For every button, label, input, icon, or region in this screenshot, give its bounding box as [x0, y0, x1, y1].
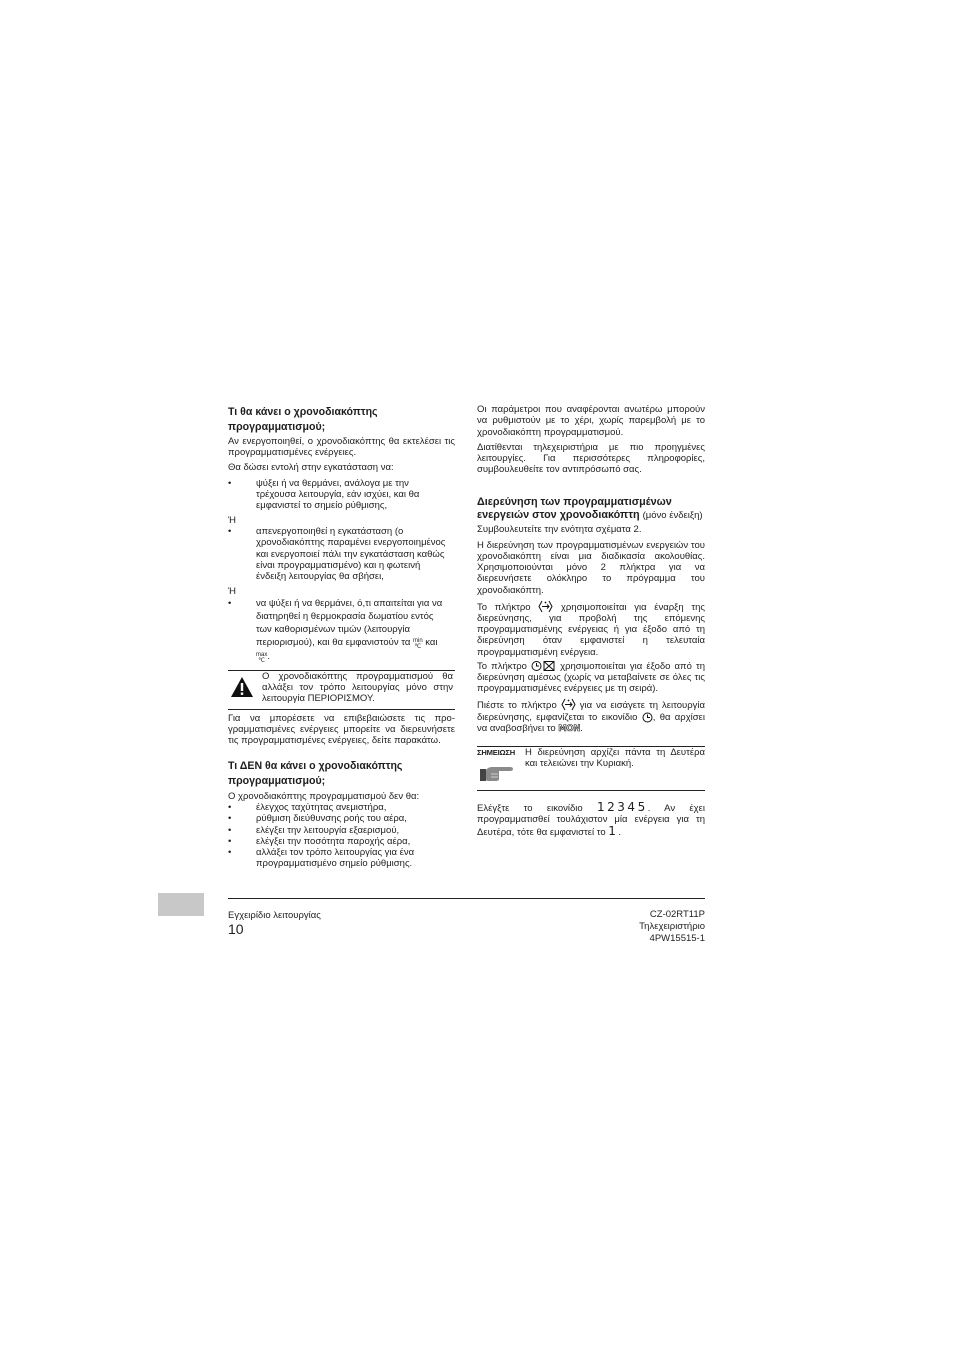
note-text: Η διερεύνηση αρχίζει πάντα τη Δευτέρα και τελειώνει την Κυριακή.: [525, 747, 705, 770]
paragraph-manual-params: Οι παράμετροι που αναφέρονται ανωτέρω μπορούν να ρυθμιστούν με το χέρι, χωρίς παρεμβολή με το χρονοδιακόπτη προγραμματισμού.: [477, 404, 705, 438]
bullet-mark: •: [228, 847, 232, 859]
bullet-mark: •: [228, 824, 232, 836]
text-segment: Το πλήκτρο: [477, 660, 532, 672]
text-segment: , θα αρχίσει να αναβοσβήνει το: [477, 711, 705, 734]
heading-what-timer-does-not: Τι ΔΕΝ θα κάνει ο χρονοδιακόπτης προγραμματισμού;: [228, 759, 403, 787]
max-icon-label: max: [256, 651, 268, 658]
text-segment: για να εισάγετε τη λειτουργία διερεύνησης, εμφανίζεται το εικονίδιο: [477, 700, 706, 723]
paragraph-scan-key: [477, 600, 705, 658]
bullet-text: να ψύξει ή να θερμάνει, ό,τι απαιτείται για να διατηρηθεί η θερμοκρασία δωματίου εντός των καθορισμένων τιμών (λειτουργία περιορισμού), και θα εμφανιστούν τα: [256, 597, 443, 648]
not-do-list: [228, 802, 455, 870]
paragraph-not-do: Ο χρονοδιακόπτης προγραμματισμού δεν θα:: [228, 790, 420, 802]
pointing-hand-icon: [480, 763, 525, 783]
heading-inspect-actions: [477, 496, 705, 523]
min-icon-label: min: [412, 637, 423, 644]
heading-inspect-note: (μόνο ένδειξη): [642, 510, 703, 522]
bullet-mark: •: [228, 477, 232, 489]
page-number: 10: [228, 921, 244, 937]
scan-key-icon: [561, 698, 576, 711]
right-column: [477, 404, 705, 838]
text-segment: Το πλήκτρο: [477, 601, 539, 613]
text-segment: .: [580, 722, 583, 734]
footer-product-info: [639, 909, 705, 944]
note-box: [477, 746, 705, 791]
list-item-text: ελέγξει την λειτουργία εξαερισμού,: [256, 824, 400, 836]
paragraph-commands: Θα δώσει εντολή στην εγκατάσταση να:: [228, 461, 394, 473]
max-temp-icon: [256, 652, 267, 664]
max-icon-unit: ℃: [258, 657, 266, 664]
or-label: Ή: [228, 585, 236, 597]
list-item-text: έλεγχος ταχύτητας ανεμιστήρα,: [256, 801, 387, 813]
left-column: [228, 405, 455, 870]
heading-what-timer-does: Τι θα κάνει ο χρονοδιακόπτης προγραμματισμού;: [228, 406, 378, 433]
scan-key-icon: [538, 600, 553, 613]
bullet-mark: •: [228, 813, 232, 825]
list-item-text: ελέγξει την ποσότητα παροχής αέρα,: [256, 835, 411, 847]
clock-cancel-key-icon: [531, 660, 556, 672]
bullet-mark: •: [228, 597, 232, 609]
footer-model: CZ-02RT11P: [649, 909, 705, 920]
list-item: [228, 802, 455, 813]
text-segment: χρησιμοποιείται για έξοδο από τη διερεύνηση αμέσως (χωρίς να μεταβαίνετε σε όλες τις προγραμματισμένες ενέργειες με τη σειρά).: [477, 660, 705, 695]
heading-inspect-title: Διερεύνηση των προγραμματισμένων ενεργειών στον χρονοδιακόπτη: [477, 495, 672, 522]
note-header: [477, 747, 525, 790]
footer-product: Τηλεχειριστήριο: [639, 920, 705, 932]
bullet-text: απενεργοποιηθεί η εγκατάσταση (ο χρονοδιακόπτης παραμένει ενεργοποιημένος και ενεργοποιεί πάλι την εγκατάσταση καθώς είναι προγραμματισμένο) και η φωτεινή ένδειξη λειτουργίας θα σβήσει,: [256, 526, 446, 583]
paragraph-sequence: Η διερεύνηση των προγραμματισμένων ενεργειών του χρονοδιακόπτη είναι μια διαδικασία ακολουθίας. Χρησιμοποιούνται μόνο 2 πλήκτρα για να διερευνήσετε ολόκληρο το πρόγραμμα του χρονοδιακόπτη.: [477, 539, 705, 596]
paragraph-activation: Αν ενεργοποιηθεί, ο χρονοδιακόπτης θα εκτελέσει τις προγραμματισμένες ενέργειες.: [228, 436, 455, 459]
bullet-item: [228, 597, 455, 664]
bullet-item: [228, 478, 455, 512]
paragraph-advanced-remotes: Διατίθενται τηλεχειριστήρια με πιο προηγμένες λειτουργίες. Για περισσότερες πληροφορίες, συμβουλευθείτε τον αντιπρόσωπό σας.: [477, 441, 705, 476]
footer-code: 4PW15515-1: [649, 932, 705, 944]
section-tab-marker: [158, 893, 204, 916]
bullet-mark: •: [228, 801, 232, 813]
text-segment: Πιέστε το πλήκτρο: [477, 700, 561, 712]
text-segment: . Αν έχει προγραμματισθεί τουλάχιστον μία ενέργεια για τη Δευτέρα, τότε θα εμφανιστεί το: [477, 803, 705, 838]
warning-box: [228, 670, 455, 710]
min-temp-icon: [413, 638, 423, 650]
list-item-text: αλλάξει τον τρόπο λειτουργίας για ένα προγραμματισμένο σημείο ρύθμισης.: [256, 847, 415, 870]
bullet-text: και: [422, 636, 438, 648]
day-numbers-indicator: 12345: [597, 800, 648, 815]
paragraph-see-figures: Συμβουλευτείτε την ενότητα σχέματα 2.: [477, 524, 642, 536]
paragraph-enter-inspect: [477, 698, 705, 735]
min-icon-unit: ℃: [414, 643, 422, 650]
text-segment: .: [618, 826, 622, 838]
warning-text: Ο χρονοδιακόπτης προγραμματισμού θα αλλάξει τον τρόπο λειτουργίας μόνο στην λειτουργία ΠΕΡΙΟΡΙΣΜΟΥ.: [262, 670, 453, 705]
note-label: ΣΗΜΕΙΩΣΗ: [477, 748, 516, 758]
or-label: Ή: [228, 514, 236, 526]
bullet-text: .: [267, 650, 270, 662]
warning-icon: [228, 671, 262, 705]
list-item: [228, 836, 455, 847]
bullet-item: [228, 526, 455, 582]
bullet-text: ψύξει ή να θερμάνει, ανάλογα με την τρέχουσα λειτουργία, εάν ισχύει, και θα εμφανιστεί το σημείο ρύθμισης,: [256, 477, 420, 512]
footer-manual-title: Εγχειρίδιο λειτουργίας: [228, 910, 321, 921]
footer-divider: [228, 898, 705, 899]
paragraph-day-icons: [477, 802, 705, 838]
bullet-mark: •: [228, 526, 232, 538]
mon-day-indicator: MON: [558, 723, 581, 734]
paragraph-verify: Για να μπορέσετε να επιβεβαιώσετε τις προ-γραμματισμένες ενέργειες μπορείτε να διερευνήσετε τις προγραμματισμένες ενέργειες, δείτε παρακάτω.: [228, 712, 455, 747]
list-item: [228, 847, 455, 870]
clock-icon: [642, 712, 653, 723]
list-item-text: ρύθμιση διεύθυνσης ροής του αέρα,: [256, 813, 407, 825]
paragraph-exit-key: [477, 660, 705, 695]
text-segment: Ελέγξτε το εικονίδιο: [477, 803, 598, 815]
day-one-indicator: 1: [608, 823, 619, 838]
text-segment: χρησιμοποιείται για έναρξη της διερεύνησης, για προβολή της επόμενης προγραμματισμένης ενέργειας ή για έξοδο από τη διερεύνηση όταν εμφανιστεί η τελευταία προγραμματισμένη ενέργεια.: [477, 601, 705, 658]
list-item: [228, 813, 455, 824]
bullet-mark: •: [228, 835, 232, 847]
list-item: [228, 825, 455, 836]
